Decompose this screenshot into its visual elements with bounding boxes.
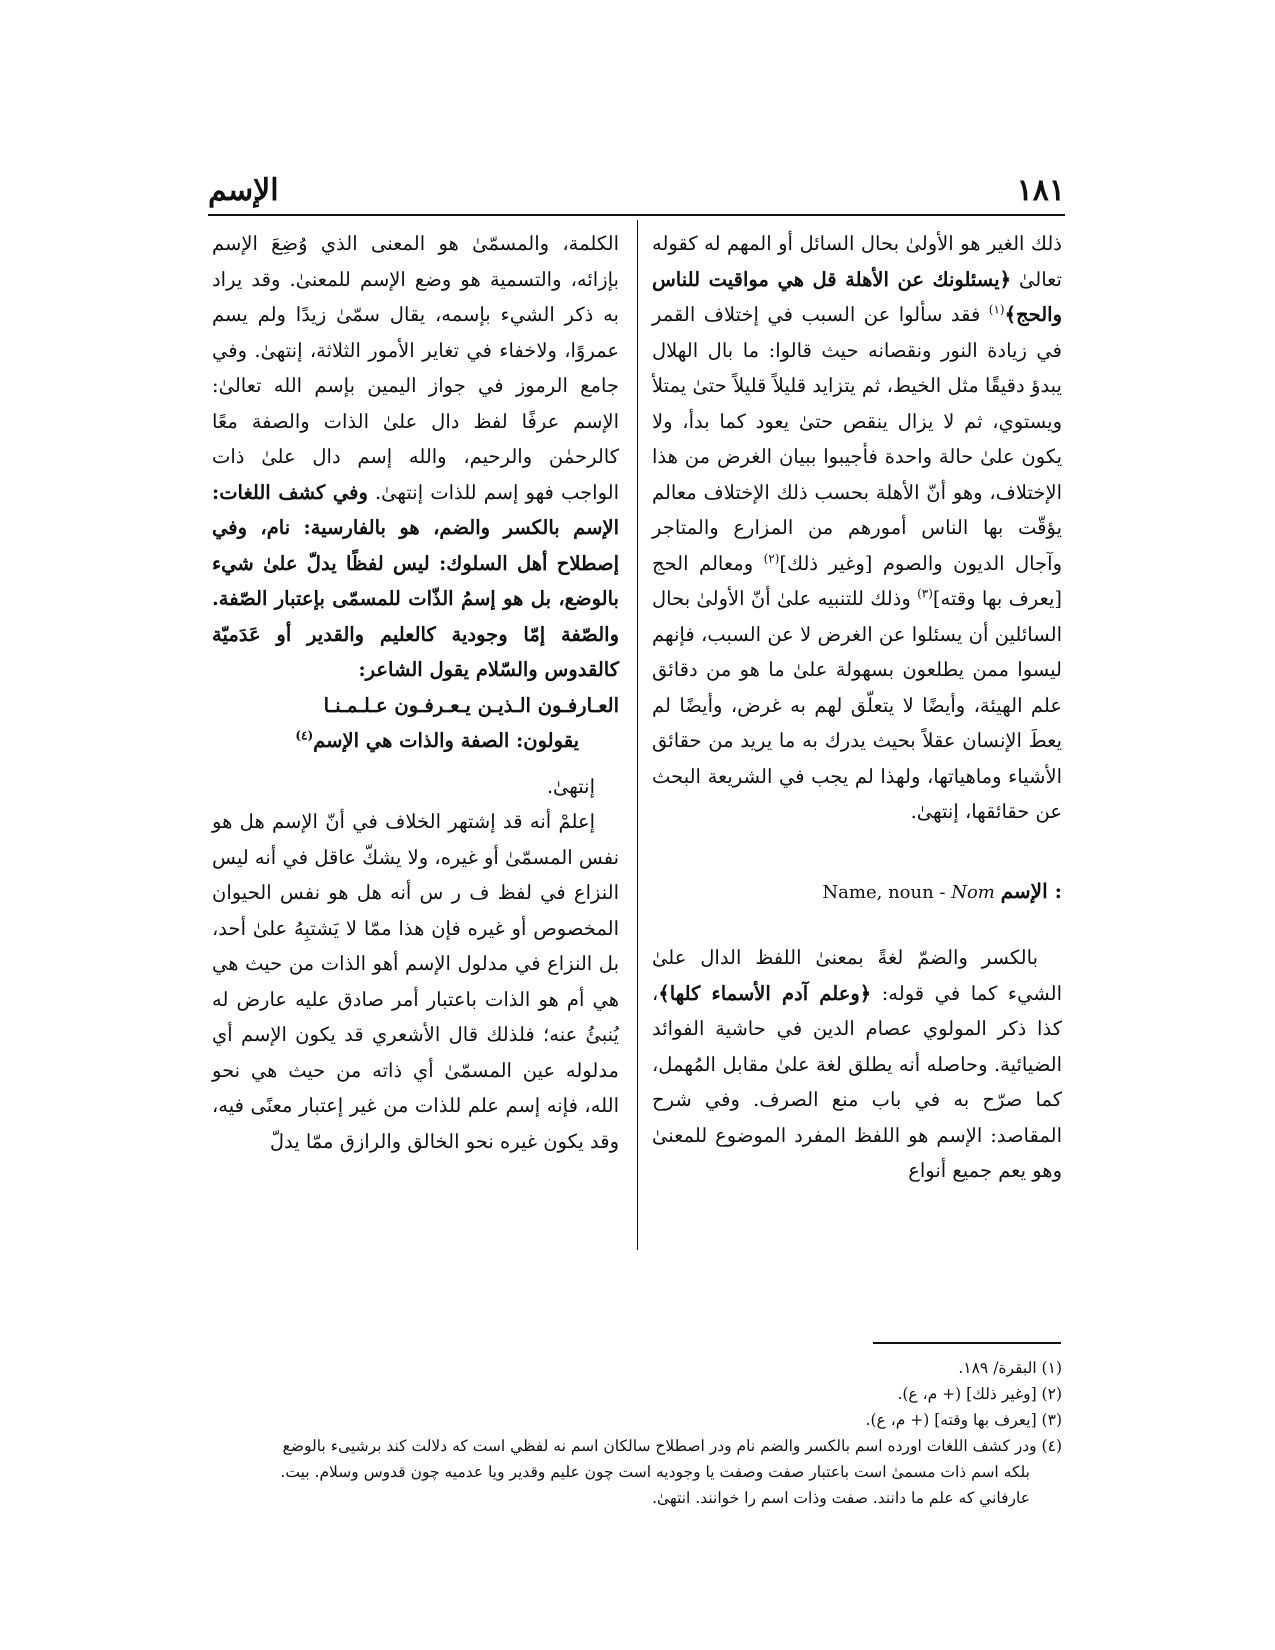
entry-french: Nom: [951, 881, 995, 903]
footnote-ref-4: (٤): [295, 728, 314, 743]
entry-heading: [652, 874, 1062, 911]
quran-verse-2: ﴿وعلم آدم الأسماء كلها﴾: [658, 981, 872, 1005]
footnote-2: (٢) [وغير ذلك] (+ م، ع).: [897, 1385, 1062, 1403]
left-paragraph-1: الكلمة، والمسمّىٰ هو المعنى الذي وُضِعَ الإسم بإزائه، والتسمية هو وضع الإسم للمعنىٰ. وقد يراد به ذكر الشيء بإسمه، يقال سمّىٰ زيدًا ولم يسم عمروًا، ولاخفاء في تغاير الأمور الثلاثة، إنتهىٰ. وفي جامع الرموز في جواز اليمين بإسم الله تعالىٰ: الإسم عرفًا لفظ دال علىٰ الذات والصفة معًا كالرحمٰن والرحيم، والله إسم دال علىٰ ذات الواجب فهو إسم للذات إنتهىٰ. وفي كشف اللغات: الإسم بالكسر والضم، هو بالفارسية: نام، وفي إصطلاح أهل السلوك: ليس لفظًا يدلّ علىٰ شيء بالوضع، بل هو إسمُ الذّات للمسمّى بإعتبار الصّفة. والصّفة إمّا وجودية كالعليم والقدير أو عَدَميّة كالقدوس والسّلام يقول الشاعر:: [212, 232, 619, 681]
footnote-4: (٤) ودر كشف اللغات اورده اسم بالكسر والضم نام ودر اصطلاح سالكان اسم نه لفظي است كه دلالت كند برشيىء بالوضع: [282, 1437, 1062, 1455]
footnote-3: (٣) [يعرف بها وقته] (+ م، ع).: [865, 1411, 1062, 1429]
entry-english: Name, noun -: [822, 881, 952, 903]
entry-arabic: الإسم :: [1000, 878, 1062, 903]
kashf-quote: وفي كشف اللغات: الإسم بالكسر والضم، هو بالفارسية: نام، وفي إصطلاح أهل السلوك: ليس لفظًا يدلّ علىٰ شيء بالوضع، بل هو إسمُ الذّات للمسمّى بإعتبار الصّفة. والصّفة إمّا وجودية كالعليم والقدير أو عَدَميّة كالقدوس والسّلام يقول الشاعر:: [212, 480, 619, 681]
footnote-ref-2: (٢): [763, 551, 780, 565]
right-paragraph-2: بالكسر والضمّ لغةً بمعنىٰ اللفظ الدال علىٰ الشيء كما في قوله: ﴿وعلم آدم الأسماء كلها﴾، كذا ذكر المولوي عصام الدين في حاشية الفوائد الضيائية. وحاصله أنه يطلق لغة علىٰ مقابل المُهمل، كما صرّح به في باب منع الصرف. وفي شرح المقاصد: الإسم هو اللفظ المفرد الموضوع للمعنىٰ وهو يعم جميع أنواع: [652, 946, 1062, 1182]
right-column: [652, 226, 1062, 1189]
quran-verse-1: ﴿يسئلونك عن الأهلة قل هي مواقيت للناس والحج﴾: [652, 267, 1062, 326]
column-divider: [637, 220, 638, 1250]
footnote-ref-3: (٣): [917, 586, 933, 601]
footnote-rule: [873, 1342, 1061, 1344]
poem-line-1: العـارفـون الـذيـن يـعـرفـون عـلـمـنـا: [323, 693, 619, 717]
left-column: [212, 226, 619, 1159]
poem-line-2: يقولون: الصفة والذات هي الإسم$^{(٤)}$: [295, 728, 579, 752]
footnote-4-cont-2: عارفاني كه علم ما دانند. صفت وذات اسم را خوانند. انتهىٰ.: [652, 1489, 1030, 1507]
end-quote: إنتهىٰ.: [546, 774, 595, 798]
footnote-ref-1: (١): [988, 302, 1005, 317]
left-paragraph-2: إعلمْ أنه قد إشتهر الخلاف في أنّ الإسم هل هو نفس المسمّىٰ أو غيره، ولا يشكّ عاقل في أنه ليس النزاع في لفظ ف ر س أنه هل هو نفس الحيوان المخصوص أو غيره فإن هذا ممّا لا يَشتبِهُ علىٰ أحد، بل النزاع في مدلول الإسم أهو الذات من حيث هي هي أم هو الذات باعتبار أمر صادق عليه عارض له يُنبئُ عنه؛ فلذلك قال الأشعري قد يكون الإسم أي مدلوله عين المسمّىٰ أي ذاته من حيث هي نحو الله، فإنه إسم علم للذات من غير إعتبار معنًى فيه، وقد يكون غيره نحو الخالق والرازق ممّا يدلّ: [212, 810, 619, 1153]
page-number: ١٨١: [1016, 173, 1065, 208]
running-title: الإسم: [208, 173, 279, 208]
footnotes: [212, 1355, 1062, 1511]
right-paragraph-1: ذلك الغير هو الأولىٰ بحال السائل أو المهم له كقوله تعالىٰ ﴿يسئلونك عن الأهلة قل هي مواقيت للناس والحج﴾$^{(١)}$ فقد سألوا عن السبب في إختلاف القمر في زيادة النور ونقصانه حيث قالوا: ما بال الهلال يبدؤ دقيقًا مثل الخيط، ثم يتزايد قليلاً قليلاً حتىٰ يمتلأ ويستوي، ثم لا يزال ينقص حتىٰ يعود كما بدأ، ولا يكون علىٰ حالة واحدة فأجيبوا ببيان الغرض من هذا الإختلاف، وهو أنّ الأهلة بحسب ذلك الإختلاف معالم يؤقّت بها الناس أمورهم من المزارع والمتاجر وآجال الديون والصوم [وغير ذلك]$^{(٢)}$ ومعالم الحج [يعرف بها وقته]$^{(٣)}$ وذلك للتنبيه علىٰ أنّ الأولىٰ بحال السائلين أن يسئلوا عن الغرض لا عن السبب، فإنهم ليسوا ممن يطلعون بسهولة علىٰ ما هو من دقائق علم الهيئة، وأيضًا لا يتعلّق لهم به غرض، وأيضًا لم يعطَ الإنسان عقلاً بحيث يدرك به ما يريد من حقائق الأشياء وماهياتها، ولهذا لم يجب في الشريعة البحث عن حقائقها، إنتهىٰ.: [652, 232, 1063, 823]
footnote-4-cont-1: بلكه اسم ذات مسمىٰ است باعتبار صفت وصفت يا وجوديه است چون عليم وقدير ويا عدميه چون قدوس وسلام. بيت.: [280, 1463, 1030, 1481]
footnote-1: (١) البقرة/ ١٨٩.: [958, 1359, 1062, 1377]
header-rule: [208, 214, 1065, 216]
